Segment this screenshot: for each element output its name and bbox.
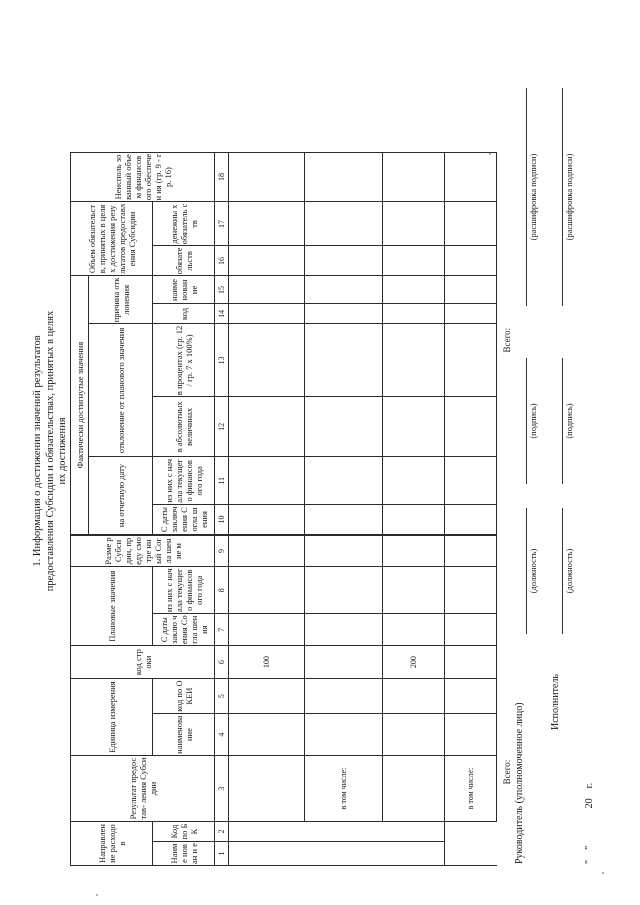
col-planned: Плановые значения	[71, 567, 153, 646]
col-actual-from-agreement: С даты заключ ения Согла шения	[153, 505, 215, 535]
position-line	[526, 508, 527, 634]
table-row	[229, 36, 305, 866]
table-cell	[229, 614, 305, 646]
col-number: 9	[215, 535, 229, 567]
position-caption: (должность)	[528, 548, 538, 594]
total-label-right: Всего:	[502, 327, 512, 353]
row-code-100: 100	[229, 646, 305, 679]
col-planned-from-agreement: С даты заклю чения Согла шения	[153, 614, 215, 646]
blank-margin	[71, 36, 445, 152]
col-number: 13	[215, 324, 229, 397]
heading-line: 1. Информация о достижении значений результатов	[32, 335, 43, 567]
col-number: 18	[215, 152, 229, 202]
table-cell	[445, 457, 497, 505]
table-cell	[229, 324, 305, 397]
col-reason-code: код	[153, 304, 215, 324]
table-cell	[383, 679, 445, 714]
table-cell	[445, 304, 497, 324]
table-cell	[229, 276, 305, 304]
table-cell	[229, 535, 305, 567]
col-dev-percent: в процентах (гр. 12 / гр. 7 x 100%)	[153, 324, 215, 397]
table-cell	[305, 714, 383, 756]
col-number: 7	[215, 614, 229, 646]
signature-line	[526, 358, 527, 484]
col-subsidy-size: Разме р Субси дии, преду смотре нный Согла шение м	[71, 535, 215, 567]
heading-line: предоставления Субсидии и обязательствах, принятых в целях	[44, 310, 56, 592]
col-dev-absolute: в абсолютных величинах	[153, 397, 215, 457]
table-cell	[445, 567, 497, 614]
col-number: 5	[215, 679, 229, 714]
table-cell	[445, 822, 497, 866]
table-cell	[305, 246, 383, 276]
table-cell	[445, 535, 497, 567]
table-cell	[383, 246, 445, 276]
table-cell	[383, 567, 445, 614]
table-cell	[305, 614, 383, 646]
col-number: 12	[215, 397, 229, 457]
col-number: 3	[215, 756, 229, 822]
including-label: в том числе:	[445, 756, 497, 822]
table-cell	[383, 535, 445, 567]
head-label: Руководитель (уполномоченное лицо)	[514, 702, 525, 864]
col-on-date: на отчетную дату	[89, 457, 153, 535]
table-cell	[229, 202, 305, 246]
col-unused: Неисполь зованный объем финансов ого обеспечен ия (гр. 9 - гр. 16)	[71, 152, 215, 202]
signature-caption: (подпись)	[564, 403, 574, 439]
table-cell	[383, 714, 445, 756]
table-row	[383, 36, 445, 866]
including-label: в том числе:	[305, 756, 383, 822]
table-cell	[305, 646, 383, 679]
table-cell	[445, 324, 497, 397]
col-direction-name: Наиме нован и е	[153, 842, 215, 866]
table-cell	[305, 679, 383, 714]
col-planned-from-year: из них с начала текущего финансов ого года	[153, 567, 215, 614]
row-code-200: 200	[383, 646, 445, 679]
heading-line: их достижения	[57, 417, 68, 485]
col-deviation: отклонение от планового значения	[89, 324, 153, 457]
col-obligations: Объем обязательств, принятых в целях достижения результатов предоставления Субсидии	[71, 202, 153, 276]
executor-label: Исполнитель	[550, 674, 561, 730]
table-cell	[383, 304, 445, 324]
table-cell	[383, 614, 445, 646]
col-oblig-own: обязате льств	[153, 246, 215, 276]
table-cell	[229, 457, 305, 505]
col-direction: Направление расходов	[71, 822, 153, 866]
executor-signature-row	[550, 36, 580, 866]
table-row	[445, 36, 497, 866]
table-cell	[229, 714, 305, 756]
table-cell	[229, 397, 305, 457]
table-cell	[383, 505, 445, 535]
signature-caption: (подпись)	[528, 403, 538, 439]
table-cell	[229, 304, 305, 324]
table-cell	[383, 457, 445, 505]
table-cell	[445, 397, 497, 457]
table-cell	[305, 276, 383, 304]
table-cell	[445, 646, 497, 679]
col-result: Результат предостав- ления Субсидии	[71, 756, 215, 822]
table-cell	[445, 714, 497, 756]
col-number: 14	[215, 304, 229, 324]
col-number: 2	[215, 822, 229, 842]
table-cell	[383, 152, 445, 202]
table-cell	[445, 246, 497, 276]
table-cell	[445, 614, 497, 646]
table-cell	[305, 457, 383, 505]
decoding-caption: (расшифровка подписи)	[564, 153, 574, 241]
col-number: 11	[215, 457, 229, 505]
table-cell	[229, 567, 305, 614]
col-oblig-money: денежны х обязатель ств	[153, 202, 215, 246]
table-cell	[383, 324, 445, 397]
table-cell	[305, 505, 383, 535]
col-direction-code: Код по БК	[153, 822, 215, 842]
col-actual-from-year: из них с начала текущего финансов ого года	[153, 457, 215, 505]
table-cell	[445, 679, 497, 714]
col-unit-name: наименова ние	[153, 714, 215, 756]
table-cell	[383, 202, 445, 246]
table-cell	[305, 304, 383, 324]
position-caption: (должность)	[564, 548, 574, 594]
results-table	[70, 36, 519, 866]
decoding-line	[562, 88, 563, 306]
signature-line	[562, 358, 563, 484]
col-unit: Единица измерения	[71, 679, 153, 756]
table-cell	[445, 202, 497, 246]
table-cell	[305, 567, 383, 614]
col-number: 10	[215, 505, 229, 535]
table-cell	[305, 397, 383, 457]
table-cell	[383, 397, 445, 457]
head-signature-row	[514, 36, 542, 866]
scan-speck	[602, 872, 604, 874]
table-cell	[383, 276, 445, 304]
col-number: 1	[215, 842, 229, 866]
col-number: 6	[215, 646, 229, 679]
col-number: 15	[215, 276, 229, 304]
table-cell	[305, 152, 383, 202]
date-field: " " 20 г.	[584, 782, 595, 864]
table-cell	[445, 152, 497, 202]
col-reason-name: наиме нован ие	[153, 276, 215, 304]
table-cell	[383, 756, 445, 822]
date-row	[584, 36, 600, 866]
total-label-left: Всего:	[502, 759, 512, 785]
col-actual: Фактически достигнутые значения	[71, 276, 89, 535]
table-cell	[229, 756, 305, 822]
col-number: 8	[215, 567, 229, 614]
col-row-code: код строки	[71, 646, 215, 679]
col-reason: причина отклонения	[89, 276, 153, 324]
col-unit-okei: код по ОКЕИ	[153, 679, 215, 714]
table-cell	[229, 152, 305, 202]
col-number: 17	[215, 202, 229, 246]
decoding-caption: (расшифровка подписи)	[528, 153, 538, 241]
table-cell	[229, 679, 305, 714]
table-cell	[305, 202, 383, 246]
col-number: 16	[215, 246, 229, 276]
table-cell	[229, 842, 445, 866]
table-cell	[445, 276, 497, 304]
scan-speck	[96, 894, 98, 896]
table-cell	[305, 324, 383, 397]
table-cell	[305, 535, 383, 567]
table-cell	[229, 822, 445, 842]
rotated-report-sheet	[32, 36, 602, 866]
report-heading	[32, 36, 70, 866]
col-number: 4	[215, 714, 229, 756]
position-line	[562, 508, 563, 634]
table-cell	[445, 505, 497, 535]
decoding-line	[526, 88, 527, 306]
table-cell	[229, 246, 305, 276]
table-row	[305, 36, 383, 866]
table-cell	[229, 505, 305, 535]
